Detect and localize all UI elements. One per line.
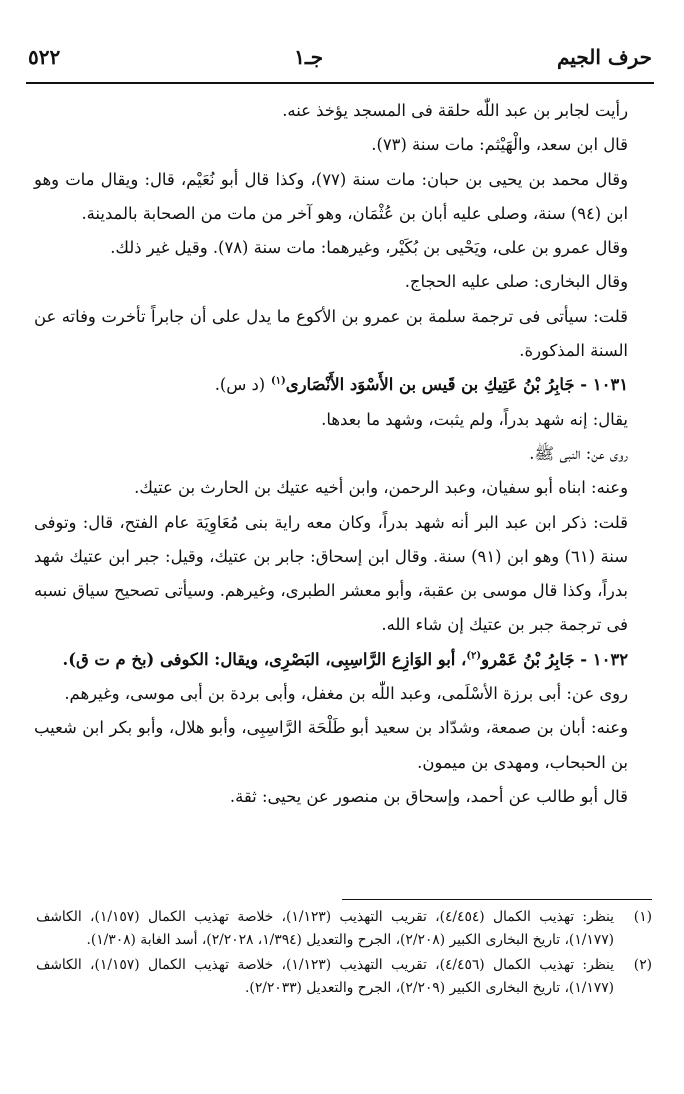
footnote-ref: (١) [270,375,286,387]
paragraph: روى عن: النبى ﷺ. [529,443,628,463]
main-text [34,94,652,814]
paragraph: رأيت لجابر بن عبد اللّٰه حلقة فى المسجد يؤخذ عنه. [282,101,628,120]
paragraph: وعنه: أبان بن صمعة، وشدّاد بن سعيد أبو طَلْحَة الرَّاسِبِى، وأبو هلال، وأبو بكر ابن شعيب بن الحبحاب، ومهدى بن ميمون. [34,718,628,772]
footnote [36,906,652,951]
entry-title-rest: ، أبو الوَازِع الرَّاسِبِى، البَصْرِى، ويقال: الكوفى (بخ م ت ق). [62,649,467,669]
rumuz-symbols: (د س). [214,375,266,395]
paragraph: وقال عمرو بن على، ويَحْيى بن بُكَيْر، وغيرهما: مات سنة (٧٨). وقيل غير ذلك. [110,238,628,258]
paragraph: وقال محمد بن يحيى بن حبان: مات سنة (٧٧)، وكذا قال أبو نُعَيْم، قال: ويقال مات وهو ابن (٩٤) سنة، وصلى عليه أبان بن عُثْمَان، وهو آخر من مات من الصحابة بالمدينة. [34,169,628,223]
footnote-number: (٢) [633,957,652,973]
entry-heading-1032 [34,643,652,677]
footnote [36,954,652,999]
entry-title: ١٠٣٢ - جَابِرُ بْنُ عَمْرو [481,649,628,669]
paragraph: قال أبو طالب عن أحمد، وإسحاق بن منصور عن يحيى: ثقة. [229,786,628,806]
paragraph: قلت: ذكر ابن عبد البر أنه شهد بدراً، وكان معه راية بنى مُعَاوِيَة عام الفتح، قال: وتوفى سنة (٦١) وهو ابن (٩١) سنة. وقال ابن إسحاق: جابر بن عتيك، وقيل: جبر ابن عتيك شهد بدراً، وكذا قال موسى بن عقبة، وأبو معشر الطبرى، وغيرهم. وسيأتى تصحيح سياق نسبه فى ترجمة جبر بن عتيك إن شاء الله. [34,512,628,635]
footnote-divider [342,899,652,900]
paragraph: وقال البخارى: صلى عليه الحجاج. [404,272,628,292]
footnote-number: (١) [633,909,652,925]
volume-label: جـ١ [294,45,324,69]
paragraph: وعنه: ابناه أبو سفيان، وعبد الرحمن، وابن أخيه عتيك بن الحارث بن عتيك. [134,478,628,498]
page-number: ٥٢٢ [28,45,61,69]
header-divider [26,82,654,84]
chapter-title: حرف الجيم [557,45,652,69]
paragraph: قال ابن سعد، والْهَيْثم: مات سنة (٧٣). [371,135,628,155]
paragraph: يقال: إنه شهد بدراً، ولم يثبت، وشهد ما بعدها. [321,409,628,429]
paragraph: روى عن: أبى برزة الأسْلَمى، وعبد اللّٰه بن مغفل، وأبى بردة بن أبى موسى، وغيرهم. [64,684,628,704]
entry-title: ١٠٣١ - جَابِرُ بْنُ عَتِيكِ بن قَيس بن الأَسْوَد الأَنْصَارى [285,375,628,395]
footnotes [36,906,652,999]
footnote-text: ينظر: تهذيب الكمال (٤/٤٥٤)، تقريب التهذيب (١/١٢٣)، خلاصة تهذيب الكمال (١/١٥٧)، الكاشف (١/١٧٧)، تاريخ البخارى الكبير (٢/٢٠٨)، الجرح والتعديل (١/٣٩٤، ٢/٢٠٢٨)، أسد الغابة (١/٣٠٨). [36,909,615,948]
entry-heading-1031 [34,368,652,402]
paragraph: قلت: سيأتى فى ترجمة سلمة بن عمرو بن الأكوع ما يدل على أن جابراً تأخرت وفاته عن السنة المذكورة. [34,306,628,361]
footnote-text: ينظر: تهذيب الكمال (٤/٤٥٦)، تقريب التهذيب (١/١٢٣)، خلاصة تهذيب الكمال (١/١٥٧)، الكاشف (١/١٧٧)، تاريخ البخارى الكبير (٢/٢٠٩)، الجرح والتعديل (٢/٢٠٣٣). [36,957,615,996]
running-header [28,40,652,74]
footnote-ref: (٢) [466,650,482,662]
